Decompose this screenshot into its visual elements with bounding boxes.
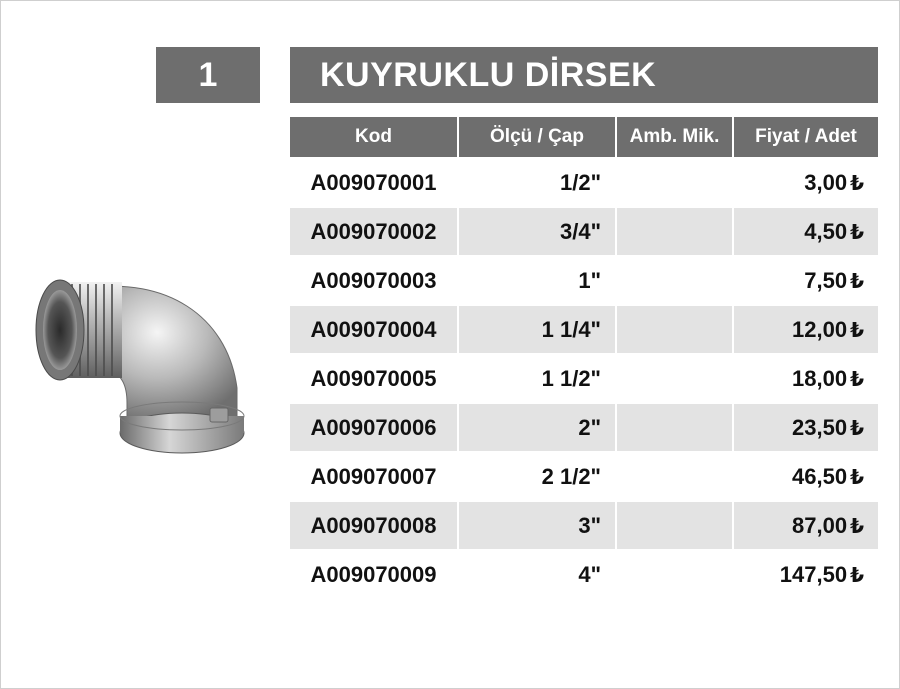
price-value: 12,00 xyxy=(792,316,848,342)
table-row xyxy=(290,550,878,598)
header-olcu: Ölçü / Çap xyxy=(458,117,616,158)
table-row xyxy=(290,207,878,256)
cell-olcu: 2 1/2" xyxy=(458,452,616,501)
cell-kod: A009070008 xyxy=(290,501,458,550)
cell-kod: A009070009 xyxy=(290,550,458,598)
section-number: 1 xyxy=(156,47,260,103)
cell-kod: A009070007 xyxy=(290,452,458,501)
cell-amb xyxy=(616,550,733,598)
table-row xyxy=(290,452,878,501)
lira-symbol: ₺ xyxy=(850,466,864,489)
header-kod: Kod xyxy=(290,117,458,158)
cell-amb xyxy=(616,158,733,207)
price-value: 46,50 xyxy=(792,463,848,489)
table-row xyxy=(290,256,878,305)
cell-amb xyxy=(616,452,733,501)
price-value: 18,00 xyxy=(792,365,848,391)
price-value: 4,50 xyxy=(804,218,848,244)
cell-olcu: 1/2" xyxy=(458,158,616,207)
cell-kod: A009070005 xyxy=(290,354,458,403)
cell-olcu: 3" xyxy=(458,501,616,550)
price-value: 23,50 xyxy=(792,414,848,440)
cell-fiyat xyxy=(733,550,878,598)
cell-fiyat xyxy=(733,501,878,550)
lira-symbol: ₺ xyxy=(850,515,864,538)
table-row xyxy=(290,305,878,354)
cell-kod: A009070006 xyxy=(290,403,458,452)
cell-olcu: 1 1/4" xyxy=(458,305,616,354)
lira-symbol: ₺ xyxy=(850,172,864,195)
header-fiyat: Fiyat / Adet xyxy=(733,117,878,158)
price-value: 147,50 xyxy=(779,561,848,587)
cell-fiyat xyxy=(733,207,878,256)
cell-fiyat xyxy=(733,354,878,403)
cell-amb xyxy=(616,305,733,354)
price-value: 7,50 xyxy=(804,267,848,293)
cell-kod: A009070003 xyxy=(290,256,458,305)
cell-olcu: 2" xyxy=(458,403,616,452)
header-amb: Amb. Mik. xyxy=(616,117,733,158)
cell-amb xyxy=(616,207,733,256)
table-header-row xyxy=(290,117,878,158)
price-value: 87,00 xyxy=(792,512,848,538)
cell-amb xyxy=(616,403,733,452)
cell-olcu: 4" xyxy=(458,550,616,598)
section-title: KUYRUKLU DİRSEK xyxy=(290,47,878,103)
lira-symbol: ₺ xyxy=(850,564,864,587)
cell-olcu: 1" xyxy=(458,256,616,305)
lira-symbol: ₺ xyxy=(850,270,864,293)
lira-symbol: ₺ xyxy=(850,319,864,342)
price-table xyxy=(290,117,878,598)
lira-symbol: ₺ xyxy=(850,417,864,440)
cell-olcu: 1 1/2" xyxy=(458,354,616,403)
cell-olcu: 3/4" xyxy=(458,207,616,256)
cell-amb xyxy=(616,354,733,403)
cell-kod: A009070004 xyxy=(290,305,458,354)
lira-symbol: ₺ xyxy=(850,368,864,391)
table-row xyxy=(290,403,878,452)
cell-amb xyxy=(616,256,733,305)
table-row xyxy=(290,354,878,403)
cell-fiyat xyxy=(733,452,878,501)
cell-kod: A009070002 xyxy=(290,207,458,256)
cell-kod: A009070001 xyxy=(290,158,458,207)
lira-symbol: ₺ xyxy=(850,221,864,244)
price-value: 3,00 xyxy=(804,169,848,195)
elbow-fitting-image xyxy=(22,268,262,468)
cell-fiyat xyxy=(733,403,878,452)
cell-fiyat xyxy=(733,305,878,354)
table-row xyxy=(290,501,878,550)
cell-fiyat xyxy=(733,256,878,305)
table-row xyxy=(290,158,878,207)
cell-amb xyxy=(616,501,733,550)
cell-fiyat xyxy=(733,158,878,207)
